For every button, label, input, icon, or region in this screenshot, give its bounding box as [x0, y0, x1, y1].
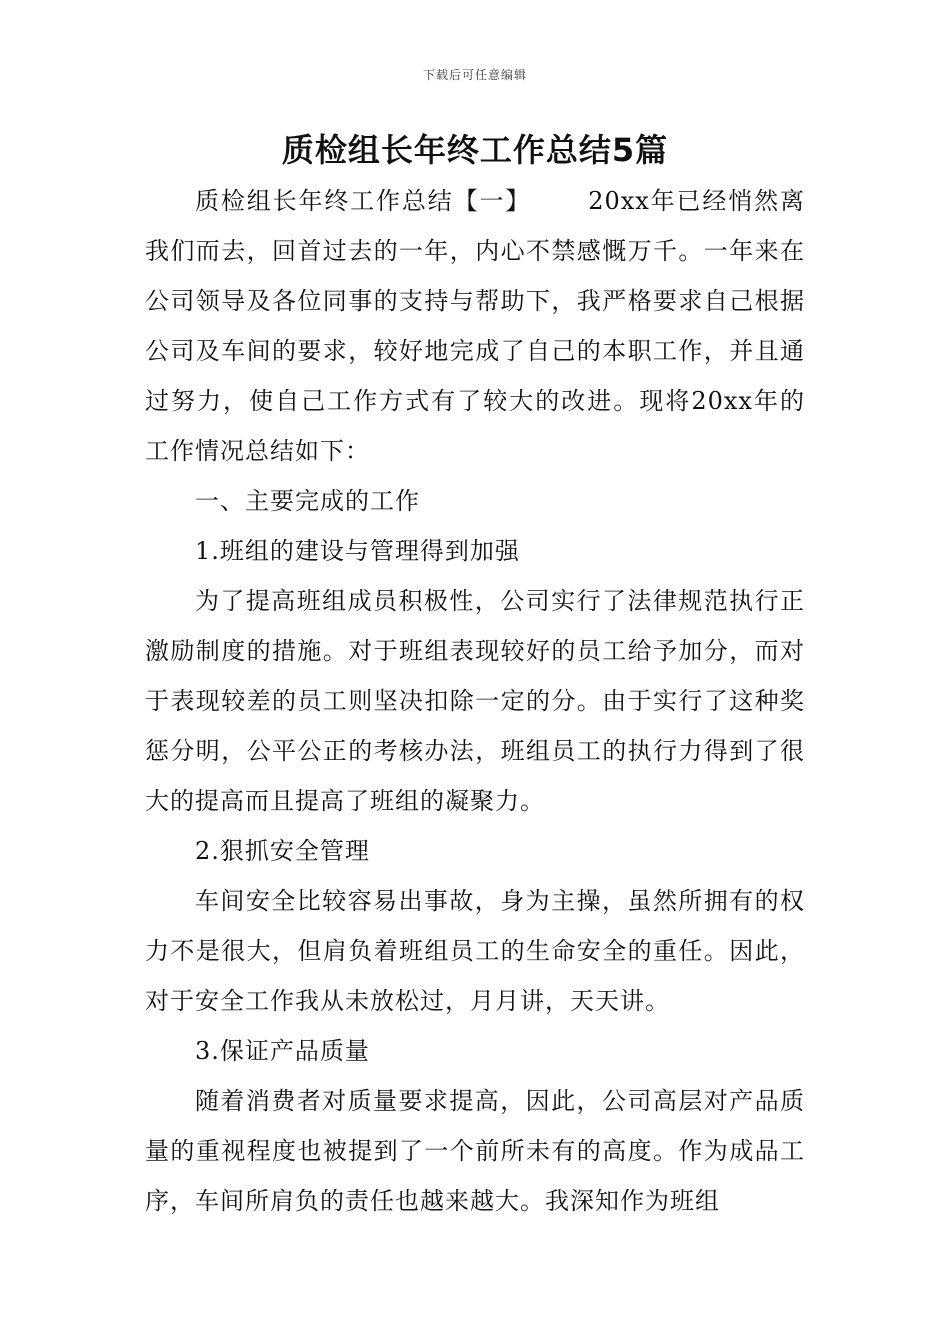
- paragraph-intro: 质检组长年终工作总结【一】 20xx年已经悄然离我们而去，回首过去的一年，内心不禁感慨万千。一年来在公司领导及各位同事的支持与帮助下，我严格要求自己根据公司及车间的要求，较好地完成了自己的本职工作，并且通过努力，使自己工作方式有了较大的改进。现将20xx年的工作情况总结如下：: [145, 187, 805, 465]
- subheading-safety-management: 2.狠抓安全管理: [195, 837, 370, 865]
- subheading-product-quality: 3.保证产品质量: [195, 1037, 370, 1065]
- section-heading-main-work: 一、主要完成的工作: [195, 487, 420, 515]
- subheading-team-building: 1.班组的建设与管理得到加强: [195, 537, 520, 565]
- paragraph-team-building: 为了提高班组成员积极性，公司实行了法律规范执行正激励制度的措施。对于班组表现较好的员工给予加分，而对于表现较差的员工则坚决扣除一定的分。由于实行了这种奖惩分明，公平公正的考核办法，班组员工的执行力得到了很大的提高而且提高了班组的凝聚力。: [145, 587, 805, 815]
- document-title: 质检组长年终工作总结5篇: [281, 131, 669, 169]
- paragraph-product-quality: 随着消费者对质量要求提高，因此，公司高层对产品质量的重视程度也被提到了一个前所未有的高度。作为成品工序，车间所肩负的责任也越来越大。我深知作为班组: [145, 1087, 805, 1215]
- header-note: 下载后可任意编辑: [422, 68, 527, 82]
- paragraph-safety-management: 车间安全比较容易出事故，身为主操，虽然所拥有的权力不是很大，但肩负着班组员工的生命安全的重任。因此，对于安全工作我从未放松过，月月讲，天天讲。: [145, 887, 805, 1015]
- document-body: [145, 176, 805, 1226]
